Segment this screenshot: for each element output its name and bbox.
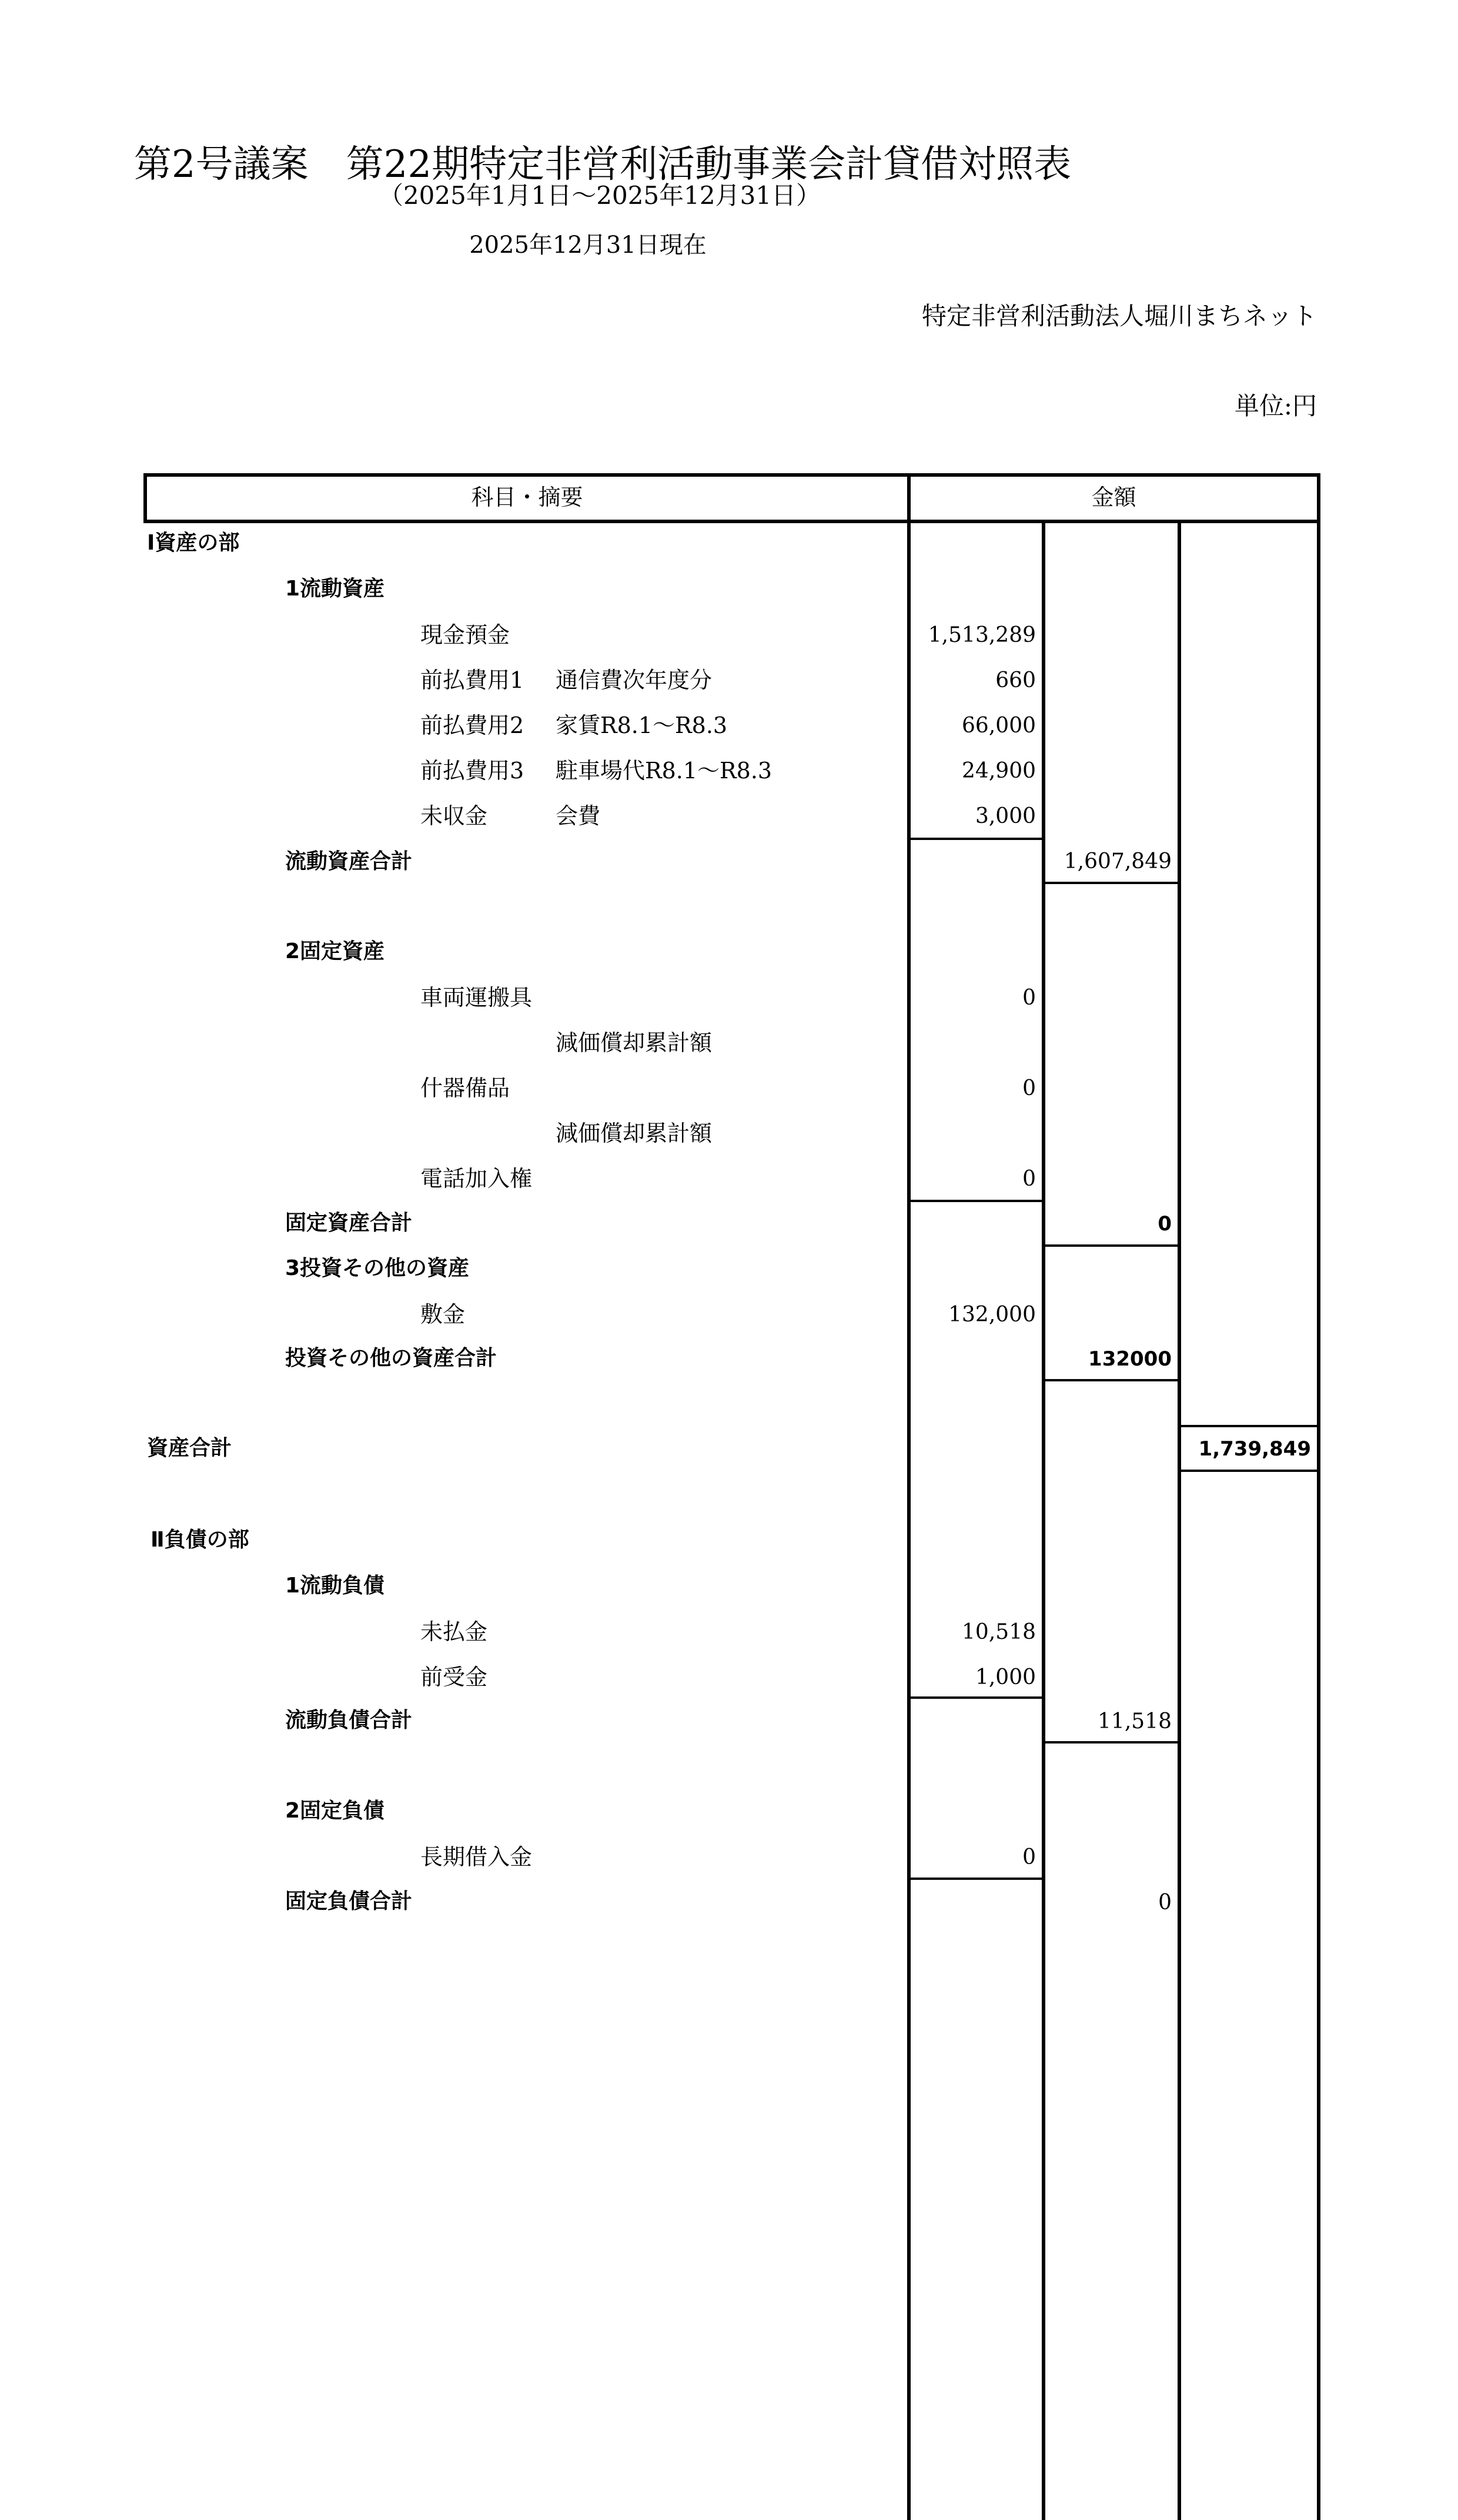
account-label: 前払費用1: [420, 667, 524, 693]
account-note: 減価償却累計額: [556, 1120, 713, 1146]
subtotal-label: 流動資産合計: [285, 849, 413, 874]
section-heading: Ⅱ負債の部: [151, 1528, 249, 1552]
account-note: 会費: [556, 803, 601, 829]
account-note: 駐車場代R8.1～R8.3: [556, 758, 773, 784]
amount-detail: 1,513,289: [928, 623, 1036, 647]
account-label: 現金預金: [420, 622, 510, 648]
subtotal-label: 固定資産合計: [285, 1211, 413, 1235]
subtotal-line: [907, 1696, 1044, 1699]
category-heading: 1流動負債: [285, 1574, 385, 1598]
page-title: 第2号議案 第22期特定非営利活動事業会計貸借対照表: [133, 143, 1072, 186]
column-divider-amount1: [1042, 520, 1045, 2520]
account-label: 前受金: [420, 1664, 488, 1690]
category-heading: 3投資その他の資産: [285, 1256, 470, 1280]
fiscal-period: （2025年1月1日～2025年12月31日）: [378, 181, 821, 210]
account-label: 電話加入権: [420, 1166, 533, 1192]
account-label: 前払費用2: [420, 712, 524, 738]
subtotal-label: 固定負債合計: [285, 1889, 413, 1913]
unit-label: 単位:円: [1234, 391, 1317, 420]
column-divider-amount2: [1178, 520, 1181, 2520]
account-label: 未払金: [420, 1619, 488, 1645]
subtotal-line: [1042, 1379, 1180, 1381]
account-label: 敷金: [420, 1301, 466, 1327]
amount-total: 1,739,849: [1198, 1437, 1311, 1461]
subtotal-label: 流動負債合計: [285, 1708, 413, 1732]
amount-detail: 10,518: [962, 1620, 1036, 1644]
amount-subtotal: 1,607,849: [1064, 849, 1172, 874]
subtotal-line: [1178, 1470, 1319, 1472]
subtotal-line: [907, 1200, 1044, 1202]
amount-detail: 24,900: [962, 759, 1036, 783]
as-of-date: 2025年12月31日現在: [469, 232, 707, 259]
amount-detail: 0: [1022, 1845, 1036, 1869]
category-heading: 2固定負債: [285, 1799, 385, 1823]
amount-detail: 132,000: [948, 1303, 1036, 1327]
account-label: 車両運搬具: [420, 985, 533, 1010]
subtotal-line: [1178, 1425, 1319, 1427]
account-note: 通信費次年度分: [556, 667, 713, 693]
header-amount-column: 金額: [1091, 484, 1136, 510]
table-top-border: [143, 473, 1319, 477]
amount-detail: 66,000: [962, 714, 1036, 738]
amount-subtotal: 0: [1158, 1212, 1172, 1236]
amount-detail: 0: [1022, 1167, 1036, 1191]
account-label: 未収金: [420, 803, 488, 829]
amount-subtotal: 132000: [1088, 1347, 1172, 1371]
subtotal-line: [907, 1878, 1044, 1880]
table-right-border: [1317, 473, 1320, 523]
category-heading: 2固定資産: [285, 939, 385, 963]
subtotal-line: [1042, 1741, 1180, 1743]
amount-subtotal: 11,518: [1098, 1709, 1172, 1733]
total-label: 資産合計: [147, 1436, 232, 1460]
header-bottom-border: [143, 520, 1319, 523]
section-heading: Ⅰ資産の部: [147, 531, 240, 555]
subtotal-line: [1042, 1244, 1180, 1247]
column-right-border: [1317, 520, 1320, 2520]
amount-detail: 0: [1022, 986, 1036, 1010]
category-heading: 1流動資産: [285, 577, 385, 601]
account-label: 前払費用3: [420, 758, 524, 784]
account-label: 什器備品: [420, 1075, 510, 1101]
subtotal-label: 投資その他の資産合計: [285, 1346, 497, 1370]
amount-detail: 3,000: [975, 804, 1036, 828]
account-note: 家賃R8.1～R8.3: [556, 712, 728, 738]
header-item-column: 科目・摘要: [471, 484, 583, 510]
amount-subtotal: 0: [1158, 1890, 1172, 1915]
subtotal-line: [907, 838, 1044, 840]
column-divider-item: [907, 473, 911, 2520]
amount-detail: 1,000: [975, 1665, 1036, 1689]
subtotal-line: [1042, 882, 1180, 884]
account-note: 減価償却累計額: [556, 1030, 713, 1056]
organization-name: 特定非営利活動法人堀川まちネット: [921, 302, 1317, 330]
amount-detail: 0: [1022, 1076, 1036, 1100]
amount-detail: 660: [995, 668, 1036, 692]
account-label: 長期借入金: [420, 1844, 533, 1870]
